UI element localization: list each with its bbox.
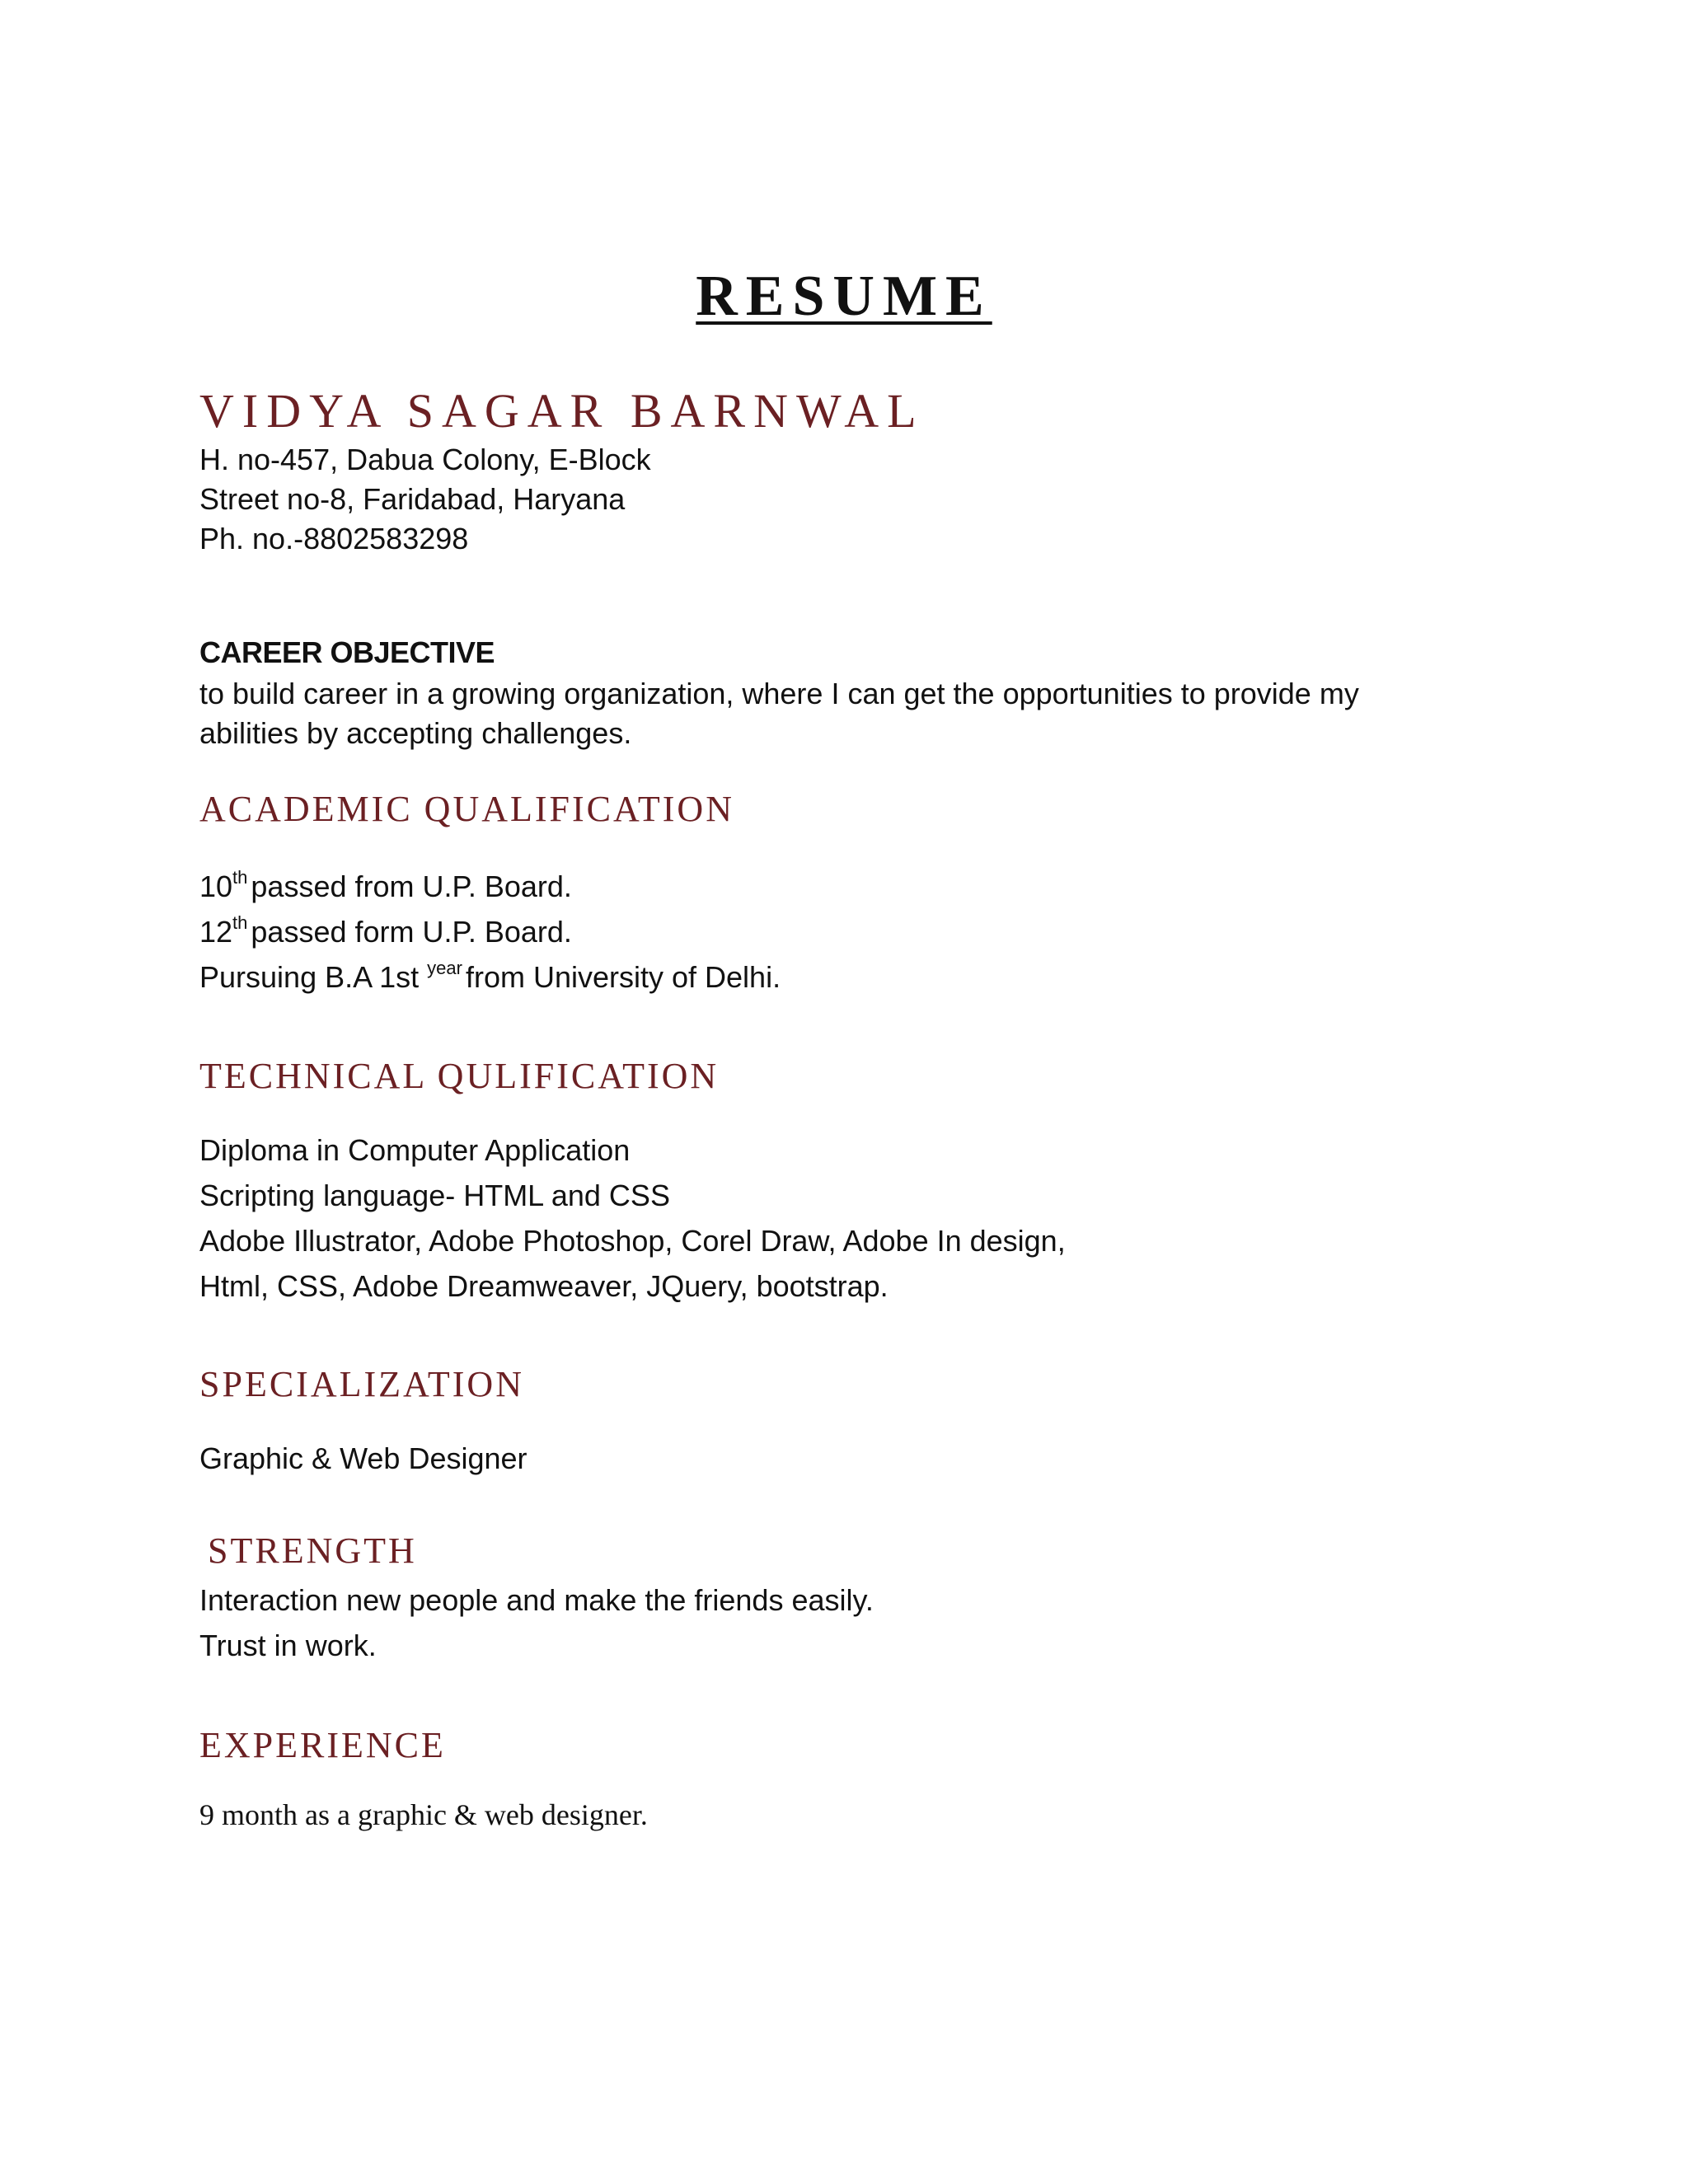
academic-qualification-heading: ACADEMIC QUALIFICATION xyxy=(199,789,734,829)
academic-item-text: passed from U.P. Board. xyxy=(251,869,572,903)
address-line-1: H. no-457, Dabua Colony, E-Block xyxy=(199,443,651,476)
document-title-text: RESUME xyxy=(696,265,992,328)
technical-item: Diploma in Computer Application xyxy=(199,1133,631,1167)
experience-heading: EXPERIENCE xyxy=(199,1725,446,1765)
technical-item: Adobe Illustrator, Adobe Photoshop, Corel Draw, Adobe In design, xyxy=(199,1224,1066,1258)
academic-item-superscript: th xyxy=(232,912,248,933)
academic-item-superscript: year xyxy=(427,958,462,978)
technical-item: Html, CSS, Adobe Dreamweaver, JQuery, bootstrap. xyxy=(199,1269,889,1303)
academic-item-prefix: 12 xyxy=(199,915,233,949)
technical-qualification-heading: TECHNICAL QULIFICATION xyxy=(199,1056,720,1096)
specialization-text: Graphic & Web Designer xyxy=(199,1441,528,1475)
address-line-2: Street no-8, Faridabad, Haryana xyxy=(199,482,626,516)
experience-text: 9 month as a graphic & web designer. xyxy=(199,1798,648,1831)
candidate-name: VIDYA SAGAR BARNWAL xyxy=(199,384,925,438)
strength-item: Trust in work. xyxy=(199,1629,377,1662)
document-title xyxy=(0,265,1688,328)
academic-item-superscript: th xyxy=(232,867,248,888)
strength-heading: STRENGTH xyxy=(208,1530,417,1571)
academic-item-text: passed form U.P. Board. xyxy=(251,915,572,949)
strength-item: Interaction new people and make the friends easily. xyxy=(199,1583,874,1617)
career-objective-line-2: abilities by accepting challenges. xyxy=(199,716,632,750)
career-objective-line-1: to build career in a growing organization, where I can get the opportunities to provide my xyxy=(199,677,1359,710)
academic-item-prefix: 10 xyxy=(199,869,233,903)
academic-item-text: from University of Delhi. xyxy=(465,960,781,994)
academic-item xyxy=(199,958,781,994)
career-objective-heading: CAREER OBJECTIVE xyxy=(199,635,495,669)
academic-item xyxy=(199,867,572,903)
academic-item-prefix: Pursuing B.A 1st xyxy=(199,960,420,994)
academic-item xyxy=(199,912,572,949)
phone-number: Ph. no.-8802583298 xyxy=(199,522,469,555)
technical-item: Scripting language- HTML and CSS xyxy=(199,1179,670,1212)
specialization-heading: SPECIALIZATION xyxy=(199,1364,524,1404)
